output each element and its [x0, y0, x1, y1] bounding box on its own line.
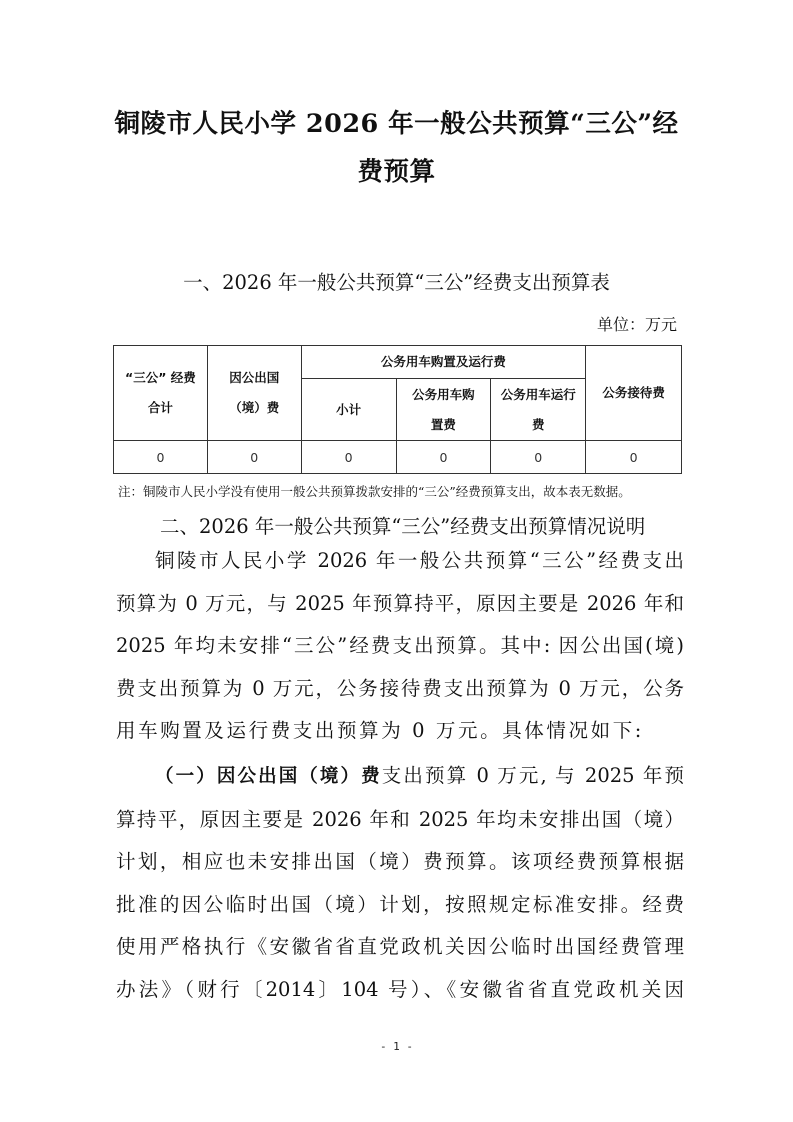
header-abroad [207, 346, 301, 441]
paragraph-summary [116, 540, 684, 753]
header-purchase-line2: 置费 [430, 416, 456, 432]
paragraph-line: 使用严格执行《安徽省省直党政机关因公临时出国经费管理 [116, 935, 684, 959]
cell-total: 0 [114, 441, 208, 474]
header-operation-line2: 费 [531, 416, 545, 432]
paragraph-text: 支出预算 0 万元, 与 2025 年预 [381, 764, 684, 787]
page-number: - 1 - [379, 1040, 414, 1053]
subsection-heading: （一）因公出国（境）费 [155, 766, 382, 787]
header-total [114, 346, 208, 441]
document-title [80, 100, 713, 196]
section1-heading: 一、2026 年一般公共预算“三公”经费支出预算表 [183, 271, 610, 294]
cell-vehicle-operation: 0 [491, 441, 586, 474]
paragraph-line: 办法》（财行〔2014〕104 号）、《安徽省省直党政机关因 [116, 977, 684, 1001]
title-line-1: 铜陵市人民小学 2026 年一般公共预算“三公”经 [114, 109, 679, 139]
paragraph-line: 铜陵市人民小学 2026 年一般公共预算“三公”经费支出 [155, 549, 684, 572]
cell-abroad: 0 [207, 441, 301, 474]
paragraph-line: 预算为 0 万元，与 2025 年预算持平，原因主要是 2026 年和 [116, 591, 684, 615]
header-purchase-line1: 公务用车购 [412, 386, 475, 402]
header-abroad-line1: 因公出国 [229, 370, 280, 385]
paragraph-line: 算持平，原因主要是 2026 年和 2025 年均未安排出国（境） [116, 807, 684, 831]
header-vehicle-operation [491, 379, 586, 441]
paragraph-line: 2025 年均未安排“三公”经费支出预算。其中: 因公出国(境) [116, 634, 684, 658]
paragraph-line: 批准的因公临时出国（境）计划，按照规定标准安排。经费 [116, 892, 684, 916]
header-total-line1: “三公” 经费 [125, 370, 196, 385]
header-subtotal: 小计 [301, 379, 396, 441]
title-line-2: 费预算 [357, 157, 436, 187]
unit-label: 单位：万元 [596, 315, 677, 334]
table-note: 注：铜陵市人民小学没有使用一般公共预算拨款安排的“三公”经费预算支出，故本表无数据。 [118, 484, 631, 499]
header-vehicle-group: 公务用车购置及运行费 [301, 346, 585, 379]
header-operation-line1: 公务用车运行 [500, 386, 576, 402]
header-vehicle-purchase [396, 379, 491, 441]
section2-heading: 二、2026 年一般公共预算“三公”经费支出预算情况说明 [160, 515, 646, 538]
paragraph-line: 计划，相应也未安排出国（境）费预算。该项经费预算根据 [116, 850, 684, 874]
paragraph-line: 用车购置及运行费支出预算为 0 万元。具体情况如下: [116, 719, 644, 743]
table-row [114, 441, 682, 474]
paragraph-line: 费支出预算为 0 万元，公务接待费支出预算为 0 万元，公务 [116, 676, 684, 700]
header-abroad-line2: （境）费 [229, 400, 280, 415]
cell-vehicle-purchase: 0 [396, 441, 491, 474]
paragraph-line [116, 755, 684, 799]
cell-subtotal: 0 [301, 441, 396, 474]
paragraph-abroad [116, 755, 684, 1012]
three-public-expenses-table [113, 345, 682, 474]
cell-reception: 0 [586, 441, 682, 474]
header-reception: 公务接待费 [586, 346, 682, 441]
header-total-line2: 合计 [147, 400, 173, 415]
